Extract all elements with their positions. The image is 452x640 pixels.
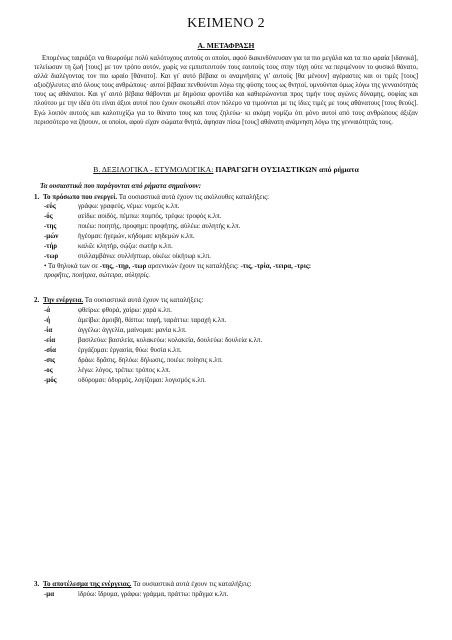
- item-number: 3.: [34, 580, 40, 588]
- item-description: Τα ουσιαστικά αυτά έχουν τις ακόλουθες καταλήξεις:: [117, 193, 269, 201]
- note-masculine-endings: -της, -τηρ, -τωρ: [99, 263, 147, 270]
- item-description: Τα ουσιαστικά αυτά έχουν τις καταλήξεις:: [131, 580, 252, 588]
- examples: καλῶ: κλητήρ, σῴζω: σωτήρ κ.λπ.: [78, 243, 173, 250]
- examples: ποιέω: ποιητής, προφημι: προφήτης, αὐλέω: αυλητής κ.λπ.: [78, 223, 241, 230]
- item-description: Τα ουσιαστικά αυτά έχουν τις καταλήξεις:: [83, 296, 204, 304]
- examples: ἐργάζομαι: ἐργασία, θύω: θυσία κ.λπ.: [78, 347, 182, 354]
- list-item: [44, 253, 211, 260]
- suffix: -τήρ: [44, 243, 58, 250]
- suffix: -μός: [44, 377, 57, 384]
- examples: ἱδρύω: ἵδρυμα, γράφω: γράμμα, πράττω: πρᾶγμα κ.λπ.: [78, 591, 229, 598]
- section-b-label: Β. ΔΕΞΙΛΟΓΙΚΑ - ΕΤΥΜΟΛΟΓΙΚΑ:: [93, 165, 214, 174]
- list-item: [44, 337, 262, 344]
- note-lead: • Τα θηλυκά των σε: [44, 263, 100, 270]
- note-examples: προφῆτις, ποιήτρια, σώτειρα, αὐλητρίς.: [44, 271, 151, 279]
- examples: λέγω: λόγος, τρέπω: τρόπος κ.λπ.: [78, 367, 171, 374]
- suffix: -ά: [44, 307, 51, 314]
- item-number: 1.: [34, 193, 40, 201]
- suffix: -σία: [44, 347, 57, 354]
- suffix: -σις: [44, 357, 56, 364]
- section-a-heading: Α. ΜΕΤΑΦΡΑΣΗ: [197, 41, 255, 50]
- document-title: ΚΕΙΜΕΝΟ 2: [187, 16, 265, 31]
- list-item: [44, 357, 223, 364]
- examples: γράφω: γραφεύς, νέμω: νομεύς κ.λπ.: [78, 203, 180, 210]
- list-item: [44, 213, 222, 220]
- section-b-subject: ΠΑΡΑΓΩΓΗ ΟΥΣΙΑΣΤΙΚΩΝ από ρήματα: [213, 165, 359, 174]
- list-item: [44, 317, 226, 324]
- suffix: -μών: [44, 233, 59, 240]
- item-number: 2.: [34, 296, 40, 304]
- suffix: -ος: [44, 367, 53, 374]
- derivation-intro: Τα ουσιαστικά που παράγονται από ρήματα σημαίνουν:: [40, 182, 202, 190]
- list-item: [44, 243, 173, 250]
- suffix: -τωρ: [44, 253, 59, 260]
- item-result-heading: [34, 580, 252, 588]
- suffix: -ή: [44, 317, 51, 324]
- item-title: Το αποτέλεσμα της ενέργειας.: [43, 580, 132, 588]
- list-item: [44, 223, 240, 230]
- list-item: [44, 203, 179, 210]
- examples: βασιλεύω: βασιλεία, κολακεύω: κολακεία, δουλεύω: δουλεία κ.λπ.: [78, 337, 263, 344]
- list-item: [44, 233, 195, 240]
- note-middle: αρσενικών έχουν τις καταλήξεις:: [146, 263, 241, 270]
- suffix: -μα: [44, 591, 55, 598]
- suffix: -της: [44, 223, 57, 230]
- examples: ἡγέομαι: ἡγεμών, κήδομαι: κηδεμών κ.λπ.: [78, 233, 195, 240]
- list-item: [44, 591, 228, 598]
- examples: ἀγγέλω: ἀγγελία, μαίνομαι: μανία κ.λπ.: [78, 327, 187, 334]
- list-item: [44, 307, 172, 314]
- suffix: -ός: [44, 213, 53, 220]
- translation-paragraph: Επομένως ταιριάζει να θεωρούμε πολύ καλότυχους αυτούς οι οποίοι, αφού διακινδύνευσαν για τα πιο μεγάλα και τα πιο ωραία [ιδανικά], τελείωσαν τη ζωή [τους] με τον τρόπο αυτόν, χωρίς να εμπιστευτούν τους εαυτούς τους στην τύχη ούτε να περιμένουν το φυσικό θάνατο, αλλά διαλέγοντας τον πιο ωραίο [θάνατο]. Και γι' αυτό βέβαια οι αναμνήσεις γι' αυτούς [θα μένουν] αγέραστες και οι τιμές [τους] αξιοζήλευτες από όλους τους ανθρώπους· αυτοί βέβαια πενθούνται λόγω της φύσης τους ως θνητοί, υμνούνται όμως λόγω της γενναιότητάς τους ως αθάνατοι. Και γι' αυτό βέβαια θάβονται με δημόσια φροντίδα και καθιερώνονται προς τιμήν τους αγώνες δύναμης, σοφίας και πλούτου με την ιδέα ότι είναι άξιοι αυτοί που έχουν σκοτωθεί στον πόλεμο να τιμούνται με τις ίδιες τιμές με τους αθάνατους [τους θεούς]. Εγώ λοιπόν αυτούς και καλοτυχίζω για το θάνατο τους και τους ζηλεύω· κι ακόμη νομίζω ότι μόνο αυτοί από τους ανθρώπους άξιζαν περισσότερο να ζήσουν, οι οποίοι, αφού είχαν σώματα θνητά, άφησαν πίσω [τους] αθάνατη ανάμνηση λόγω της γενναιότητάς τους.: [34, 55, 418, 126]
- list-item: [44, 347, 182, 354]
- suffix: -εία: [44, 337, 56, 344]
- examples: αείδω: αοιδός, πέμπω: πομπός, τρέφω: τροφός κ.λπ.: [78, 213, 222, 220]
- suffix: -εύς: [44, 203, 56, 210]
- list-item: [44, 367, 170, 374]
- examples: οδύρομαι: ὀδυρμός, λογίζομαι: λογισμός κ.λπ.: [78, 377, 206, 384]
- examples: ἀμείβω: ἀμοιβή, θάπτω: ταφή, ταράττω: ταραχή κ.λπ.: [78, 317, 227, 324]
- examples: δράω: δρᾶσις, δηλόω: δήλωσις, ποιέω: ποίησις κ.λπ.: [78, 357, 223, 364]
- note-feminine-endings: -τις, -τρία, -τειρα, -τρις:: [240, 263, 312, 270]
- list-item: [44, 377, 206, 384]
- item-action-heading: [34, 296, 203, 304]
- section-b-heading: [0, 165, 452, 174]
- feminine-forms-note: [44, 263, 424, 280]
- examples: συλλαμβάνω: συλλήπτωρ, οἰκέω: οἰκήτωρ κ.λπ.: [78, 253, 211, 260]
- item-title: Το πρόσωπο που ενεργεί.: [43, 193, 118, 201]
- item-agent-heading: [34, 193, 269, 201]
- suffix: -ία: [44, 327, 53, 334]
- examples: φθείρω: φθορά, χαίρω: χαρά κ.λπ.: [78, 307, 172, 314]
- list-item: [44, 327, 187, 334]
- item-title: Την ενέργεια.: [43, 296, 84, 304]
